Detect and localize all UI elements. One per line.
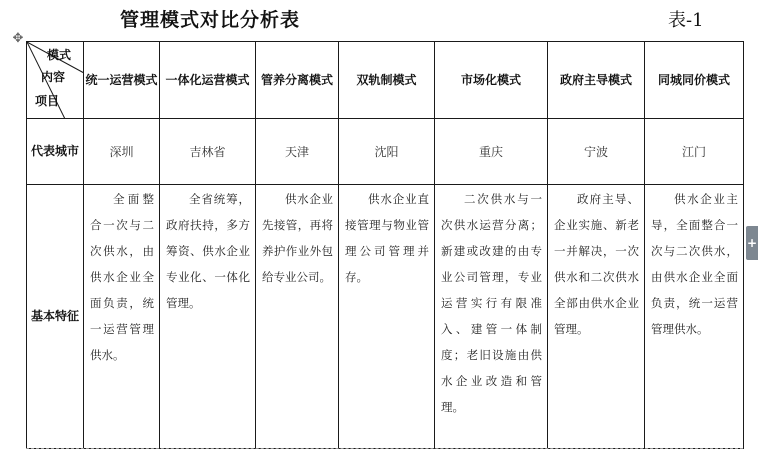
city-cell: 宁波	[548, 119, 645, 185]
feature-cell: 全省统筹，政府扶持，多方筹资、供水企业专业化、一体化管理。	[160, 185, 256, 449]
corner-label-content: 内容	[41, 70, 66, 84]
feature-cell: 供水企业先接管，再将养护作业外包给专业公司。	[256, 185, 339, 449]
column-header: 政府主导模式	[548, 42, 645, 119]
feature-cell: 二次供水与一次供水运营分离；新建或改建的由专业公司管理，专业运营实行有限准入、建管一体制度；老旧设施由供水企业改造和管理。	[435, 185, 548, 449]
header-row	[27, 42, 744, 119]
corner-label-mode: 模式	[47, 48, 72, 62]
table-number: 表-1	[668, 10, 704, 31]
column-header: 市场化模式	[435, 42, 548, 119]
move-handle-icon[interactable]: ✥	[12, 31, 24, 46]
page-bottom-edge	[26, 448, 743, 451]
row-label-feature: 基本特征	[27, 185, 84, 449]
city-cell: 吉林省	[160, 119, 256, 185]
column-header: 双轨制模式	[339, 42, 435, 119]
feature-cell: 供水企业直接管理与物业管理公司管理并存。	[339, 185, 435, 449]
city-cell: 江门	[645, 119, 744, 185]
city-cell: 天津	[256, 119, 339, 185]
column-header: 一体化运营模式	[160, 42, 256, 119]
city-cell: 重庆	[435, 119, 548, 185]
comparison-table	[26, 41, 744, 449]
feature-row	[27, 185, 744, 449]
city-row	[27, 119, 744, 185]
corner-cell	[27, 42, 84, 119]
page-title: 管理模式对比分析表	[120, 9, 301, 31]
feature-cell: 全面整合一次与二次供水，由供水企业全面负责，统一运营管理供水。	[84, 185, 160, 449]
plus-icon[interactable]: +	[746, 226, 758, 260]
column-header: 统一运营模式	[84, 42, 160, 119]
feature-cell: 政府主导、企业实施、新老一并解决，一次供水和二次供水全部由供水企业管理。	[548, 185, 645, 449]
row-label-city: 代表城市	[27, 119, 84, 185]
corner-label-item: 项目	[35, 94, 60, 108]
city-cell: 沈阳	[339, 119, 435, 185]
column-header: 同城同价模式	[645, 42, 744, 119]
column-header: 管养分离模式	[256, 42, 339, 119]
feature-cell: 供水企业主导，全面整合一次与二次供水，由供水企业全面负责，统一运营管理供水。	[645, 185, 744, 449]
city-cell: 深圳	[84, 119, 160, 185]
